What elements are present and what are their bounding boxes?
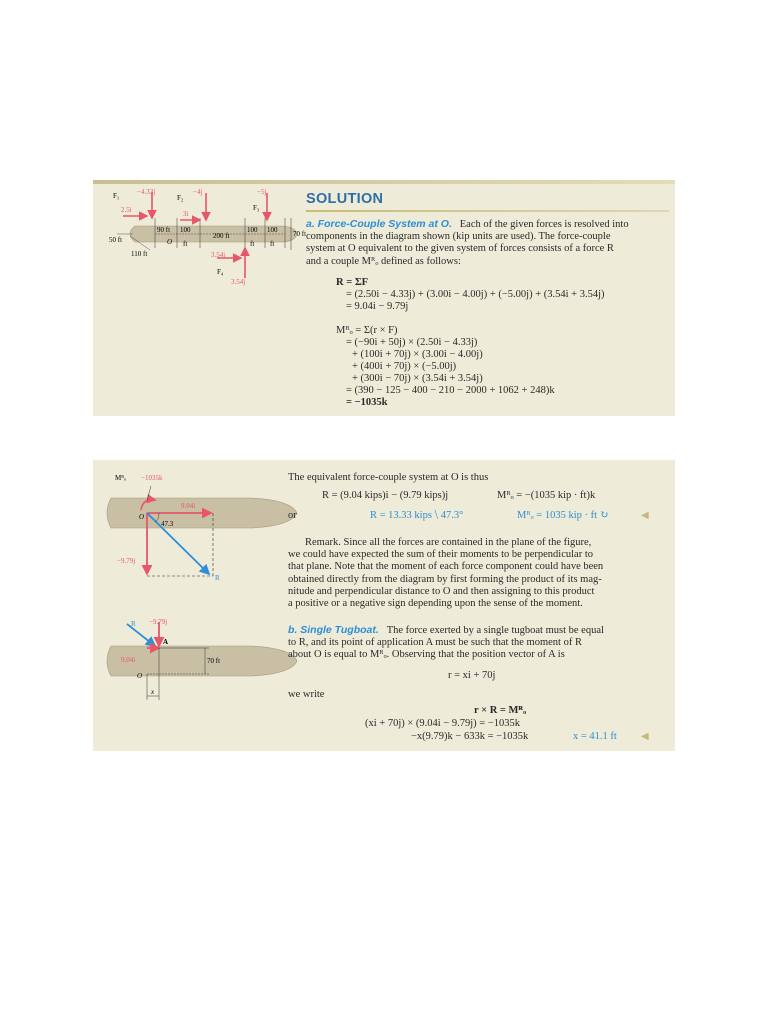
label-r: R (215, 574, 220, 582)
label-f2y: −4j (193, 188, 203, 196)
eq-m-7: = −1035k (346, 397, 388, 408)
final-eq-2: (xi + 70j) × (9.04i − 9.79j) = −1035k (365, 718, 521, 729)
part-b-label: b. Single Tugboat. (288, 624, 379, 636)
part-b-line-1: The force exerted by a single tugboat must be equal (386, 625, 604, 636)
label-rx: 9.04i (121, 656, 136, 664)
dim-50ft: 50 ft (109, 236, 123, 244)
eq-r-2: = (2.50i − 4.33j) + (3.00i − 4.00j) + (−5.00j) + (3.54i + 3.54j) (346, 289, 605, 300)
label-a: A (163, 638, 169, 646)
remark-line-5: nitude and perpendicular distance to O and then assigning to this product (288, 585, 595, 597)
solution-underline (306, 210, 669, 212)
eq-m-5: + (300i − 70j) × (3.54i + 3.54j) (352, 373, 483, 384)
part-a-line-2: components in the diagram shown (kip units are used). The force-couple (306, 231, 611, 243)
solution-panel-bottom (93, 460, 675, 751)
force-couple-diagram (101, 470, 291, 600)
label-f3: F₃ (253, 204, 260, 212)
dim-70ft: 70 ft (293, 230, 307, 238)
eq-m-6: = (390 − 125 − 400 − 210 − 2000 + 1062 + 248)k (346, 385, 555, 396)
label-m-value: −1035k (141, 474, 163, 482)
part-b-line-2: to R, and its point of application A must be such that the moment of R (288, 637, 582, 649)
remark-line-4: obtained directly from the diagram by first forming the product of its mag- (288, 573, 602, 585)
panel-top-rule (93, 180, 675, 184)
remark-line-6: a positive or a negative sign depending upon the sense of the moment. (288, 598, 583, 610)
part-a-line-1: Each of the given forces is resolved into (459, 219, 629, 230)
label-f4y: 3.54j (231, 278, 246, 286)
remark-paragraph (288, 537, 668, 610)
answer-marker-2: ◀ (641, 731, 649, 742)
label-f4x: 3.54i (211, 251, 226, 259)
dim-110ft: 110 ft (131, 250, 148, 258)
remark-line-2: we could have expected the sum of their moments to be perpendicular to (288, 549, 593, 561)
we-write: we write (288, 689, 325, 700)
label-angle: 47.3 (161, 520, 174, 528)
dim-ft3: ft (270, 240, 275, 248)
label-r-2: R (131, 620, 136, 628)
label-x: x (151, 688, 155, 696)
eq-m-4: + (400i + 70j) × (−5.00j) (352, 361, 457, 372)
remark-line-3: that plane. Note that the moment of each force component could have been (288, 561, 604, 573)
result-x: x = 41.1 ft (573, 731, 617, 742)
eq2-right: Mᴿₒ = 1035 kip · ft ↻ (517, 510, 609, 521)
solution-heading: SOLUTION (306, 191, 384, 207)
dim-100b: 100 (247, 226, 258, 234)
r-equation: r = xi + 70j (448, 670, 496, 681)
label-f1: F₁ (113, 192, 120, 200)
label-f4: F₄ (217, 268, 224, 276)
label-ry: −9.79j (149, 618, 168, 626)
dim-ft2: ft (250, 240, 255, 248)
answer-marker-1: ◀ (641, 510, 649, 521)
label-f1x: 2.5i (121, 206, 132, 214)
eq-m-1: Mᴿₒ = Σ(r × F) (336, 325, 398, 336)
label-70ft: 70 ft (207, 657, 221, 665)
dim-100a: 100 (180, 226, 191, 234)
label-m-o: Mᴿₒ (115, 474, 127, 482)
eq-m-3: + (100i + 70j) × (3.00i − 4.00j) (352, 349, 483, 360)
origin-o: O (167, 238, 173, 246)
remark-line-1: Remark. Since all the forces are contained in the plane of the figure, (305, 537, 592, 548)
part-a-label: a. Force-Couple System at O. (306, 218, 452, 230)
dim-100c: 100 (267, 226, 278, 234)
eq2-left: R = 13.33 kips ⧹ 47.3° (370, 510, 464, 521)
eq-r-1: R = ΣF (336, 277, 369, 288)
eq-m-2: = (−90i + 50j) × (2.50i − 4.33j) (346, 337, 478, 348)
or-label: or (288, 510, 297, 521)
part-b-line-3: about O is equal to Mᴿₒ. Observing that the position vector of A is (288, 649, 565, 661)
label-fx: 9.04i (181, 502, 196, 510)
solution-panel-top (93, 180, 675, 416)
label-o-1: O (139, 513, 145, 521)
dim-90ft: 90 ft (157, 226, 171, 234)
part-a-paragraph (306, 218, 668, 268)
part-a-line-3: system at O equivalent to the given system of forces consists of a force R (306, 243, 614, 255)
part-a-line-4: and a couple Mᴿₒ defined as follows: (306, 255, 461, 267)
equiv-line: The equivalent force-couple system at O is thus (288, 472, 489, 483)
eq1-right: Mᴿₒ = −(1035 kip · ft)k (497, 490, 596, 501)
eq1-left: R = (9.04 kips)i − (9.79 kips)j (322, 490, 449, 501)
label-fy: −9.79j (117, 557, 136, 565)
label-o-2: O (137, 672, 143, 680)
eq-r-3: = 9.04i − 9.79j (346, 301, 409, 312)
dim-200ft: 200 ft (213, 232, 230, 240)
final-eq-1: r × R = Mᴿₒ (474, 705, 527, 716)
dim-ft1: ft (183, 240, 188, 248)
label-f3y: −5j (257, 188, 267, 196)
final-eq-3: −x(9.79)k − 633k = −1035k (411, 731, 529, 742)
ship-force-diagram (105, 188, 315, 298)
part-b-paragraph (288, 624, 668, 662)
single-tugboat-diagram (101, 618, 291, 718)
label-f2: F₂ (177, 194, 184, 202)
label-f2x: 3i (183, 210, 189, 218)
label-f1y: −4.33j (137, 188, 156, 196)
ship-hull-2 (107, 646, 297, 676)
